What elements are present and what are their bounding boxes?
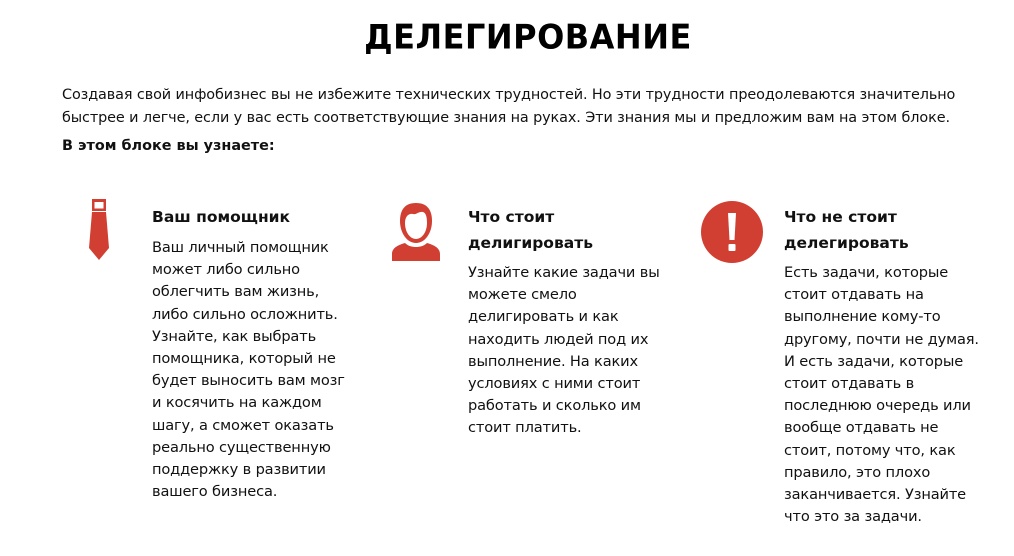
tie-icon: [86, 199, 112, 261]
person-icon: [392, 201, 440, 261]
intro-line: быстрее и легче, если у вас есть соответствующие знания на руках. Эти знания мы и предложим вам на этом блоке.: [62, 110, 950, 126]
exclamation-circle-icon: [700, 200, 764, 264]
feature-title: Ваш помощник: [152, 208, 291, 226]
feature-description: Есть задачи, которые стоит отдавать на выполнение кому-то другому, почти не думая. И есть задачи, которые стоит отдавать в последнюю очередь или вообще отдавать не стоит, потому что, как правило, это плохо заканчивается. Узнайте что это за задачи.: [784, 264, 979, 526]
section-subheading: В этом блоке вы узнаете:: [62, 138, 275, 154]
intro-line: Создавая свой инфобизнес вы не избежите технических трудностей. Но эти трудности преодолеваются значительно: [62, 87, 956, 103]
feature-description: Узнайте какие задачи вы можете смело делигировать и как находить людей под их выполнение. На каких условиях с ними стоит работать и сколько им стоит платить.: [468, 264, 660, 437]
intro-paragraph: [62, 84, 1002, 130]
feature-title: Что стоит делигировать: [468, 208, 593, 252]
feature-title: Что не стоит делегировать: [784, 208, 909, 252]
feature-description: Ваш личный помощник может либо сильно облегчить вам жизнь, либо сильно осложнить. Узнайте, как выбрать помощника, который не будет выносить вам мозг и косячить на каждом шагу, а сможет оказать реально существенную поддержку в развитии вашего бизнеса.: [152, 239, 345, 501]
page-title: ДЕЛЕГИРОВАНИЕ: [364, 17, 692, 57]
